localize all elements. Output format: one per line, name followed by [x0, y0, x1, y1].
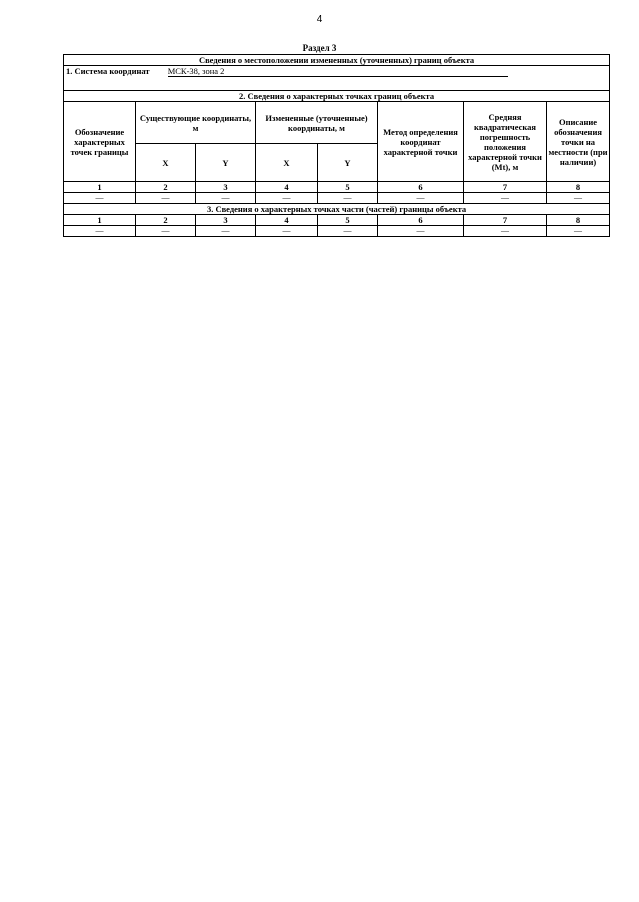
header-existing-coords: Существующие координаты, м [136, 102, 256, 144]
col-number: 4 [256, 215, 318, 226]
coord-system-value: МСК-38, зона 2 [168, 67, 508, 77]
col-number: 1 [64, 215, 136, 226]
empty-cell: — [547, 226, 610, 237]
header-error: Средняя квадратическая погрешность положения характерной точки (Mt), м [464, 102, 547, 182]
empty-cell: — [196, 226, 256, 237]
col-number: 6 [378, 215, 464, 226]
empty-cell: — [318, 193, 378, 204]
empty-cell: — [64, 193, 136, 204]
col-number: 5 [318, 215, 378, 226]
coord-system-cell [64, 66, 610, 91]
header-x-existing: X [136, 144, 196, 182]
empty-cell: — [256, 193, 318, 204]
subsection2-heading-row [64, 91, 610, 102]
empty-cell: — [464, 226, 547, 237]
empty-cell: — [136, 193, 196, 204]
empty-cell: — [64, 226, 136, 237]
empty-cell: — [136, 226, 196, 237]
coord-system-row [64, 66, 610, 91]
col-number: 2 [136, 182, 196, 193]
header-method: Метод определения координат характерной точки [378, 102, 464, 182]
header-y-changed: Y [318, 144, 378, 182]
empty-cell: — [464, 193, 547, 204]
col-number: 6 [378, 182, 464, 193]
header-x-changed: X [256, 144, 318, 182]
header-y-existing: Y [196, 144, 256, 182]
subsection3-heading-row [64, 204, 610, 215]
col-number: 8 [547, 182, 610, 193]
col-number: 1 [64, 182, 136, 193]
section-title: Раздел 3 [302, 43, 337, 53]
empty-cell: — [196, 193, 256, 204]
empty-cell: — [318, 226, 378, 237]
col-number: 3 [196, 215, 256, 226]
header-description: Описание обозначения точки на местности (при наличии) [547, 102, 610, 182]
col-number: 5 [318, 182, 378, 193]
col-number: 4 [256, 182, 318, 193]
empty-cell: — [256, 226, 318, 237]
col-number: 7 [464, 182, 547, 193]
col-number: 2 [136, 215, 196, 226]
empty-cell: — [547, 193, 610, 204]
main-heading: Сведения о местоположении измененных (уточненных) границ объекта [64, 55, 610, 66]
coord-system-label: 1. Система координат [66, 66, 150, 76]
column-numbers-row-2 [64, 215, 610, 226]
page-number: 4 [316, 14, 323, 25]
col-number: 7 [464, 215, 547, 226]
column-numbers-row [64, 182, 610, 193]
boundary-table [63, 54, 610, 237]
header-row-1 [64, 102, 610, 144]
empty-cell: — [378, 226, 464, 237]
subsection3-heading: 3. Сведения о характерных точках части (частей) границы объекта [64, 204, 610, 215]
subsection2-heading: 2. Сведения о характерных точках границ объекта [64, 91, 610, 102]
main-heading-row [64, 55, 610, 66]
col-number: 8 [547, 215, 610, 226]
header-changed-coords: Измененные (уточненные) координаты, м [256, 102, 378, 144]
table-row [64, 226, 610, 237]
table-row [64, 193, 610, 204]
col-number: 3 [196, 182, 256, 193]
header-point-designation: Обозначение характерных точек границы [64, 102, 136, 182]
empty-cell: — [378, 193, 464, 204]
